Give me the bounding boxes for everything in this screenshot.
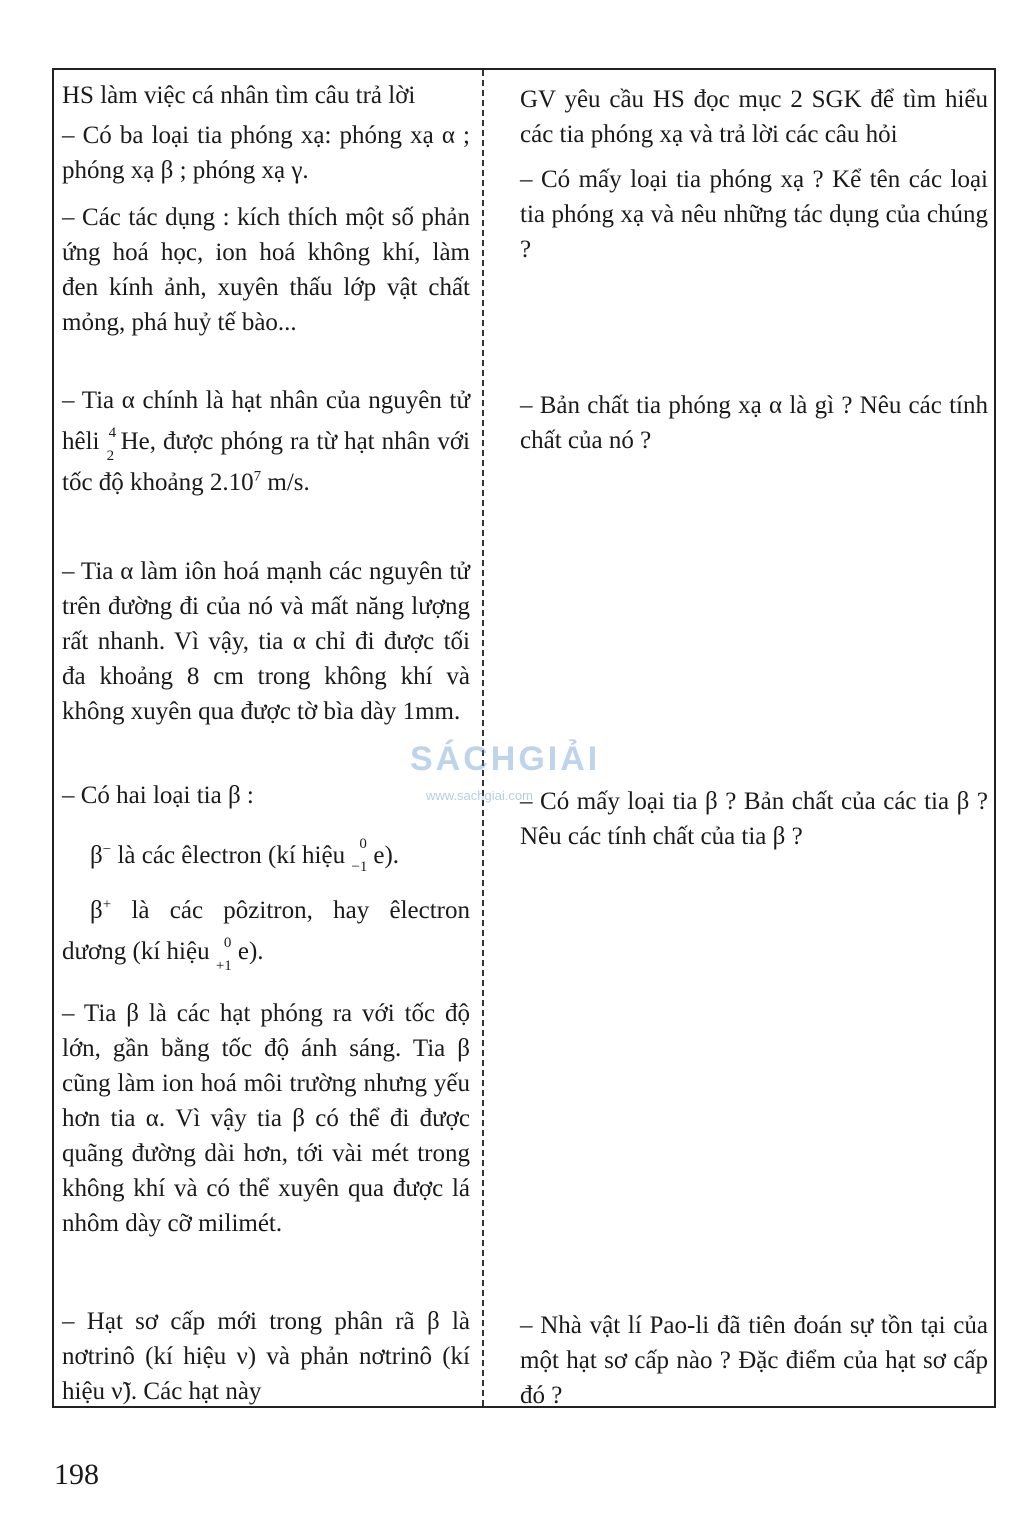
student-intro: HS làm việc cá nhân tìm câu trả lời [62, 82, 416, 109]
helium-isotope [106, 424, 121, 464]
beta-plus-line [62, 890, 470, 972]
beta-minus-symbol: β [90, 842, 103, 869]
watermark-url: www.sachgiai.com [426, 788, 533, 803]
positron-charge-number: +1 [215, 958, 232, 974]
answer-ray-types: – Có ba loại tia phóng xạ: phóng xạ α ; phóng xạ β ; phóng xạ γ. [62, 122, 470, 184]
electron-mass-number: 0 [359, 836, 367, 852]
electron-symbol: e). [373, 842, 400, 869]
beta-plus-text: là các pôzitron, hay êlectron dương (kí hiệu [62, 897, 470, 965]
beta-minus-sign: − [102, 841, 112, 858]
beta-plus-symbol: β [90, 897, 103, 924]
alpha-speed-unit: m/s. [261, 469, 310, 496]
answer-beta-types: – Có hai loại tia β : [62, 782, 254, 809]
lesson-table [52, 68, 996, 1408]
question-beta: – Có mấy loại tia β ? Bản chất của các tia β ? Nêu các tính chất của tia β ? [520, 788, 988, 850]
positron-notation [215, 934, 238, 974]
positron-mass-number: 0 [223, 935, 232, 951]
alpha-speed-exponent: 7 [253, 468, 262, 485]
helium-mass-number: 4 [108, 425, 117, 441]
electron-charge-number: −1 [351, 859, 368, 875]
answer-alpha-nature [62, 380, 470, 503]
beta-plus-sign: + [102, 896, 112, 913]
positron-symbol: e). [237, 938, 264, 965]
question-ray-types: – Có mấy loại tia phóng xạ ? Kể tên các loại tia phóng xạ và nêu những tác dụng của chúng ? [520, 166, 988, 263]
helium-atomic-number: 2 [106, 448, 115, 464]
answer-effects: – Các tác dụng : kích thích một số phản ứng hoá học, ion hoá không khí, làm đen kính ảnh, xuyên thấu lớp vật chất mỏng, phá huỷ tế bào... [62, 204, 470, 336]
question-alpha: – Bản chất tia phóng xạ α là gì ? Nêu các tính chất của nó ? [520, 392, 988, 454]
teacher-intro: GV yêu cầu HS đọc mục 2 SGK để tìm hiểu các tia phóng xạ và trả lời các câu hỏi [520, 86, 988, 148]
question-pauli: – Nhà vật lí Pao-li đã tiên đoán sự tồn tại của một hạt sơ cấp nào ? Đặc điểm của hạt sơ cấp đó ? [520, 1312, 988, 1409]
electron-notation [351, 836, 373, 875]
answer-alpha-ionization: – Tia α làm iôn hoá mạnh các nguyên tử trên đường đi của nó và mất năng lượng rất nhanh. Vì vậy, tia α chỉ đi được tối đa khoảng 8 cm trong không khí và không xuyên qua được tờ bìa dày 1mm. [62, 558, 470, 725]
beta-minus-line [62, 838, 470, 873]
watermark-text: SÁCHGIẢI [410, 740, 601, 778]
beta-minus-text: là các êlectron (kí hiệu [111, 842, 352, 869]
column-divider [482, 70, 484, 1406]
helium-symbol: He [120, 428, 150, 455]
alpha-text-a: – Tia α chính là hạt nhân của nguyên tử hêli [62, 387, 470, 455]
alpha-text-b: , được phóng ra từ hạt nhân với tốc độ khoảng 2.10 [62, 428, 470, 496]
answer-neutrino: – Hạt sơ cấp mới trong phân rã β là nơtrinô (kí hiệu ν) và phản nơtrinô (kí hiệu ν̃). Các hạt này [62, 1308, 470, 1405]
page-number: 198 [54, 1458, 99, 1491]
answer-beta-properties: – Tia β là các hạt phóng ra với tốc độ lớn, gần bằng tốc độ ánh sáng. Tia β cũng làm ion hoá môi trường nhưng yếu hơn tia α. Vì vậy tia β có thể đi được quãng đường dài hơn, tới vài mét trong không khí và có thể xuyên qua được lá nhôm dày cỡ milimét. [62, 1000, 470, 1237]
